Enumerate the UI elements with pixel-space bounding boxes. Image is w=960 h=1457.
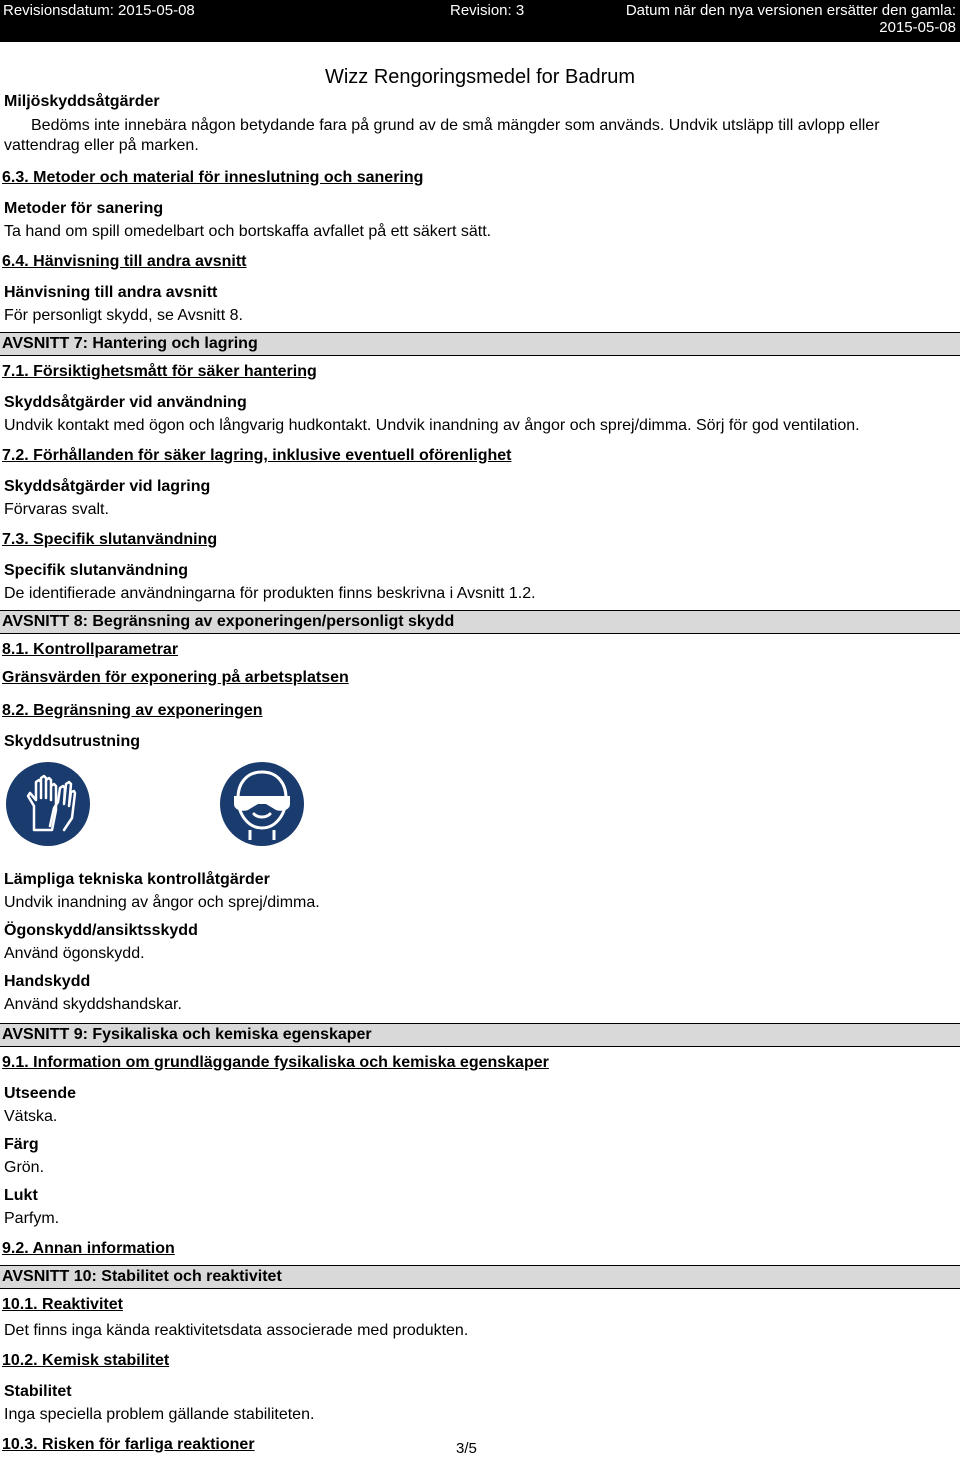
stability-heading: Stabilitet xyxy=(4,1383,72,1400)
s7-2-heading: Skyddsåtgärder vid lagring xyxy=(4,478,211,495)
section-8-2-title: 8.2. Begränsning av exponeringen xyxy=(2,702,263,719)
tech-control-text: Undvik inandning av ångor och sprej/dimma. xyxy=(4,894,320,911)
s7-1-heading: Skyddsåtgärder vid användning xyxy=(4,394,247,411)
odor-text: Parfym. xyxy=(4,1210,60,1227)
page-number: 3/5 xyxy=(456,1440,477,1457)
section-7-3-title: 7.3. Specifik slutanvändning xyxy=(2,531,218,548)
s10-1-text: Det finns inga kända reaktivitetsdata associerade med produkten. xyxy=(4,1322,469,1339)
ppe-heading: Skyddsutrustning xyxy=(4,733,141,750)
section-6-4-title: 6.4. Hänvisning till andra avsnitt xyxy=(2,253,247,270)
env-heading: Miljöskyddsåtgärder xyxy=(4,93,160,110)
eye-protection-text: Använd ögonskydd. xyxy=(4,945,145,962)
color-text: Grön. xyxy=(4,1159,45,1176)
env-text-2: vattendrag eller på marken. xyxy=(4,137,199,154)
section-9-2-title: 9.2. Annan information xyxy=(2,1240,175,1257)
section-7-header: AVSNITT 7: Hantering och lagring xyxy=(0,332,960,356)
revision-number: Revision: 3 xyxy=(450,2,525,19)
s7-2-text: Förvaras svalt. xyxy=(4,501,109,518)
section-7-2-title: 7.2. Förhållanden för säker lagring, inklusive eventuell oförenlighet xyxy=(2,447,512,464)
s6-4-heading: Hänvisning till andra avsnitt xyxy=(4,284,218,301)
s7-1-text: Undvik kontakt med ögon och långvarig hudkontakt. Undvik inandning av ångor och sprej/dimma. Sörj för god ventilation. xyxy=(4,417,860,434)
ppe-icons xyxy=(0,762,960,862)
section-10-header: AVSNITT 10: Stabilitet och reaktivitet xyxy=(0,1265,960,1289)
s6-3-heading: Metoder för sanering xyxy=(4,200,164,217)
section-6-3-title: 6.3. Metoder och material för inneslutning och sanering xyxy=(2,169,424,186)
section-9-header: AVSNITT 9: Fysikaliska och kemiska egenskaper xyxy=(0,1023,960,1047)
hand-protection-text: Använd skyddshandskar. xyxy=(4,996,182,1013)
goggles-icon xyxy=(220,762,304,846)
document-body xyxy=(0,90,960,1455)
replaces-date xyxy=(626,2,956,36)
eye-protection-heading: Ögonskydd/ansiktsskydd xyxy=(4,922,198,939)
tech-control-heading: Lämpliga tekniska kontrollåtgärder xyxy=(4,871,270,888)
page-header xyxy=(0,0,960,42)
section-7-1-title: 7.1. Försiktighetsmått för säker hantering xyxy=(2,363,317,380)
s8-1-subtitle: Gränsvärden för exponering på arbetsplatsen xyxy=(2,669,349,686)
s7-3-text: De identifierade användningarna för produkten finns beskrivna i Avsnitt 1.2. xyxy=(4,585,536,602)
odor-heading: Lukt xyxy=(4,1187,38,1204)
gloves-icon xyxy=(6,762,90,846)
env-text-1: Bedöms inte innebära någon betydande fara på grund av de små mängder som används. Undvik utsläpp till avlopp eller xyxy=(31,117,880,134)
section-10-1-title: 10.1. Reaktivitet xyxy=(2,1296,123,1313)
replaces-label: Datum när den nya versionen ersätter den gamla: xyxy=(625,2,956,19)
product-title: Wizz Rengoringsmedel for Badrum xyxy=(324,66,636,88)
hand-protection-heading: Handskydd xyxy=(4,973,91,990)
section-10-3-title: 10.3. Risken för farliga reaktioner xyxy=(2,1436,255,1453)
stability-text: Inga speciella problem gällande stabiliteten. xyxy=(4,1406,315,1423)
s6-3-text: Ta hand om spill omedelbart och bortskaffa avfallet på ett säkert sätt. xyxy=(4,223,492,240)
appearance-text: Vätska. xyxy=(4,1108,58,1125)
revision-date: Revisionsdatum: 2015-05-08 xyxy=(3,2,195,19)
color-heading: Färg xyxy=(4,1136,39,1153)
replaces-date-value: 2015-05-08 xyxy=(879,19,956,36)
s7-3-heading: Specifik slutanvändning xyxy=(4,562,189,579)
section-10-2-title: 10.2. Kemisk stabilitet xyxy=(2,1352,170,1369)
section-8-1-title: 8.1. Kontrollparametrar xyxy=(2,641,179,658)
section-9-1-title: 9.1. Information om grundläggande fysikaliska och kemiska egenskaper xyxy=(2,1054,549,1071)
appearance-heading: Utseende xyxy=(4,1085,77,1102)
section-8-header: AVSNITT 8: Begränsning av exponeringen/personligt skydd xyxy=(0,610,960,634)
s6-4-text: För personligt skydd, se Avsnitt 8. xyxy=(4,307,243,324)
